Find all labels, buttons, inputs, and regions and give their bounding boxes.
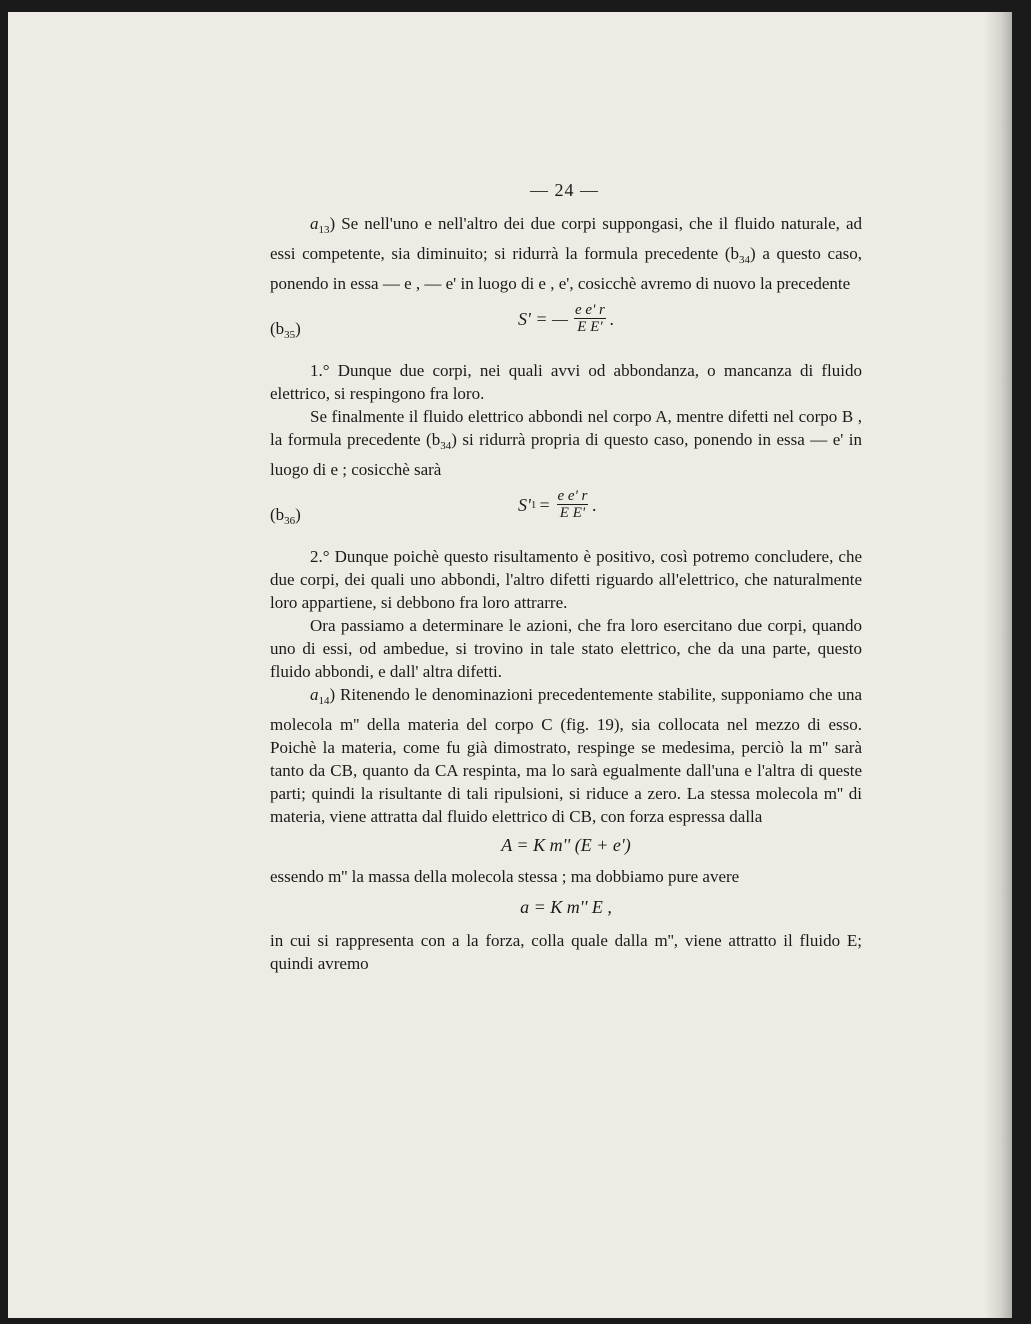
paragraph-a13: $a_{13}$) Se nell'uno e nell'altro dei due corpi suppongasi, che il fluido naturale, ad essi competente, sia diminuito; si ridurrà la formula precedente $(b_{34})$ a questo caso, ponendo in essa — e , — e' in luogo di e , e', cosicchè avremo di nuovo la precedente bbox=[270, 214, 862, 293]
equation-a: a = K m'' E , bbox=[520, 897, 612, 917]
equation-label: $(b_{36})$ bbox=[270, 505, 301, 527]
paragraph-azioni: Ora passiamo a determinare le azioni, che fra loro esercitano due corpi, quando uno di essi, od ambedue, si trovino in tale stato elettrico, che da una parte, questo fluido abbondi, e dall' altra difetti. bbox=[270, 616, 862, 681]
paragraph-conclusion-1: 1.° Dunque due corpi, nei quali avvi od abbondanza, o mancanza di fluido elettrico, si respingono fra loro. bbox=[270, 361, 862, 403]
paragraph-a14: $a_{14}$) Ritenendo le denominazioni precedentemente stabilite, supponiamo che una molecola m'' della materia del corpo C (fig. 19), sia collocata nel mezzo di esso. Poichè la materia, come fu già dimostrato, respinge se medesima, perciò la m'' sarà tanto da CB, quanto da CA respinta, ma lo sarà egualmente dall'una e l'altra di queste parti; quindi la risultante di tali ripulsioni, si riduce a zero. La stessa molecola m'' di materia, viene attratta dal fluido elettrico di CB, con forza espressa dalla bbox=[270, 685, 862, 826]
equation-b36: $(b_{36})$ S' 1 = $\frac{\text{e e' r}}{\text{E E'}}$ . bbox=[270, 481, 862, 545]
equation-b35: $(b_{35})$ S' = — $\frac{\text{e e' r}}{\text{E E'}}$ . bbox=[270, 295, 862, 359]
paragraph-essendo: essendo m'' la massa della molecola stessa ; ma dobbiamo pure avere bbox=[270, 867, 740, 886]
equation-label: $(b_{35})$ bbox=[270, 319, 301, 341]
book-page bbox=[8, 12, 1012, 1318]
paragraph-fluid-abbondi: Se finalmente il fluido elettrico abbondi nel corpo A, mentre difetti nel corpo B , la formula precedente $(b_{34})$ si ridurrà propria di questo caso, ponendo in essa — e' in luogo di e ; cosicchè sarà bbox=[270, 407, 862, 479]
paragraph-in-cui: in cui si rappresenta con a la forza, colla quale dalla m'', viene attratto il fluido E; quindi avremo bbox=[270, 931, 862, 973]
page-number: — 24 — bbox=[530, 180, 599, 200]
page-body bbox=[270, 212, 862, 975]
paragraph-conclusion-2: 2.° Dunque poichè questo risultamento è positivo, così potremo concludere, che due corpi, dei quali uno abbondi, l'altro difetti riguardo all'elettrico, che naturalmente loro appartiene, si debbono fra loro attrarre. bbox=[270, 547, 862, 612]
gutter-shadow bbox=[984, 12, 1012, 1318]
equation-A: A = K m'' (E + e') bbox=[501, 835, 631, 855]
